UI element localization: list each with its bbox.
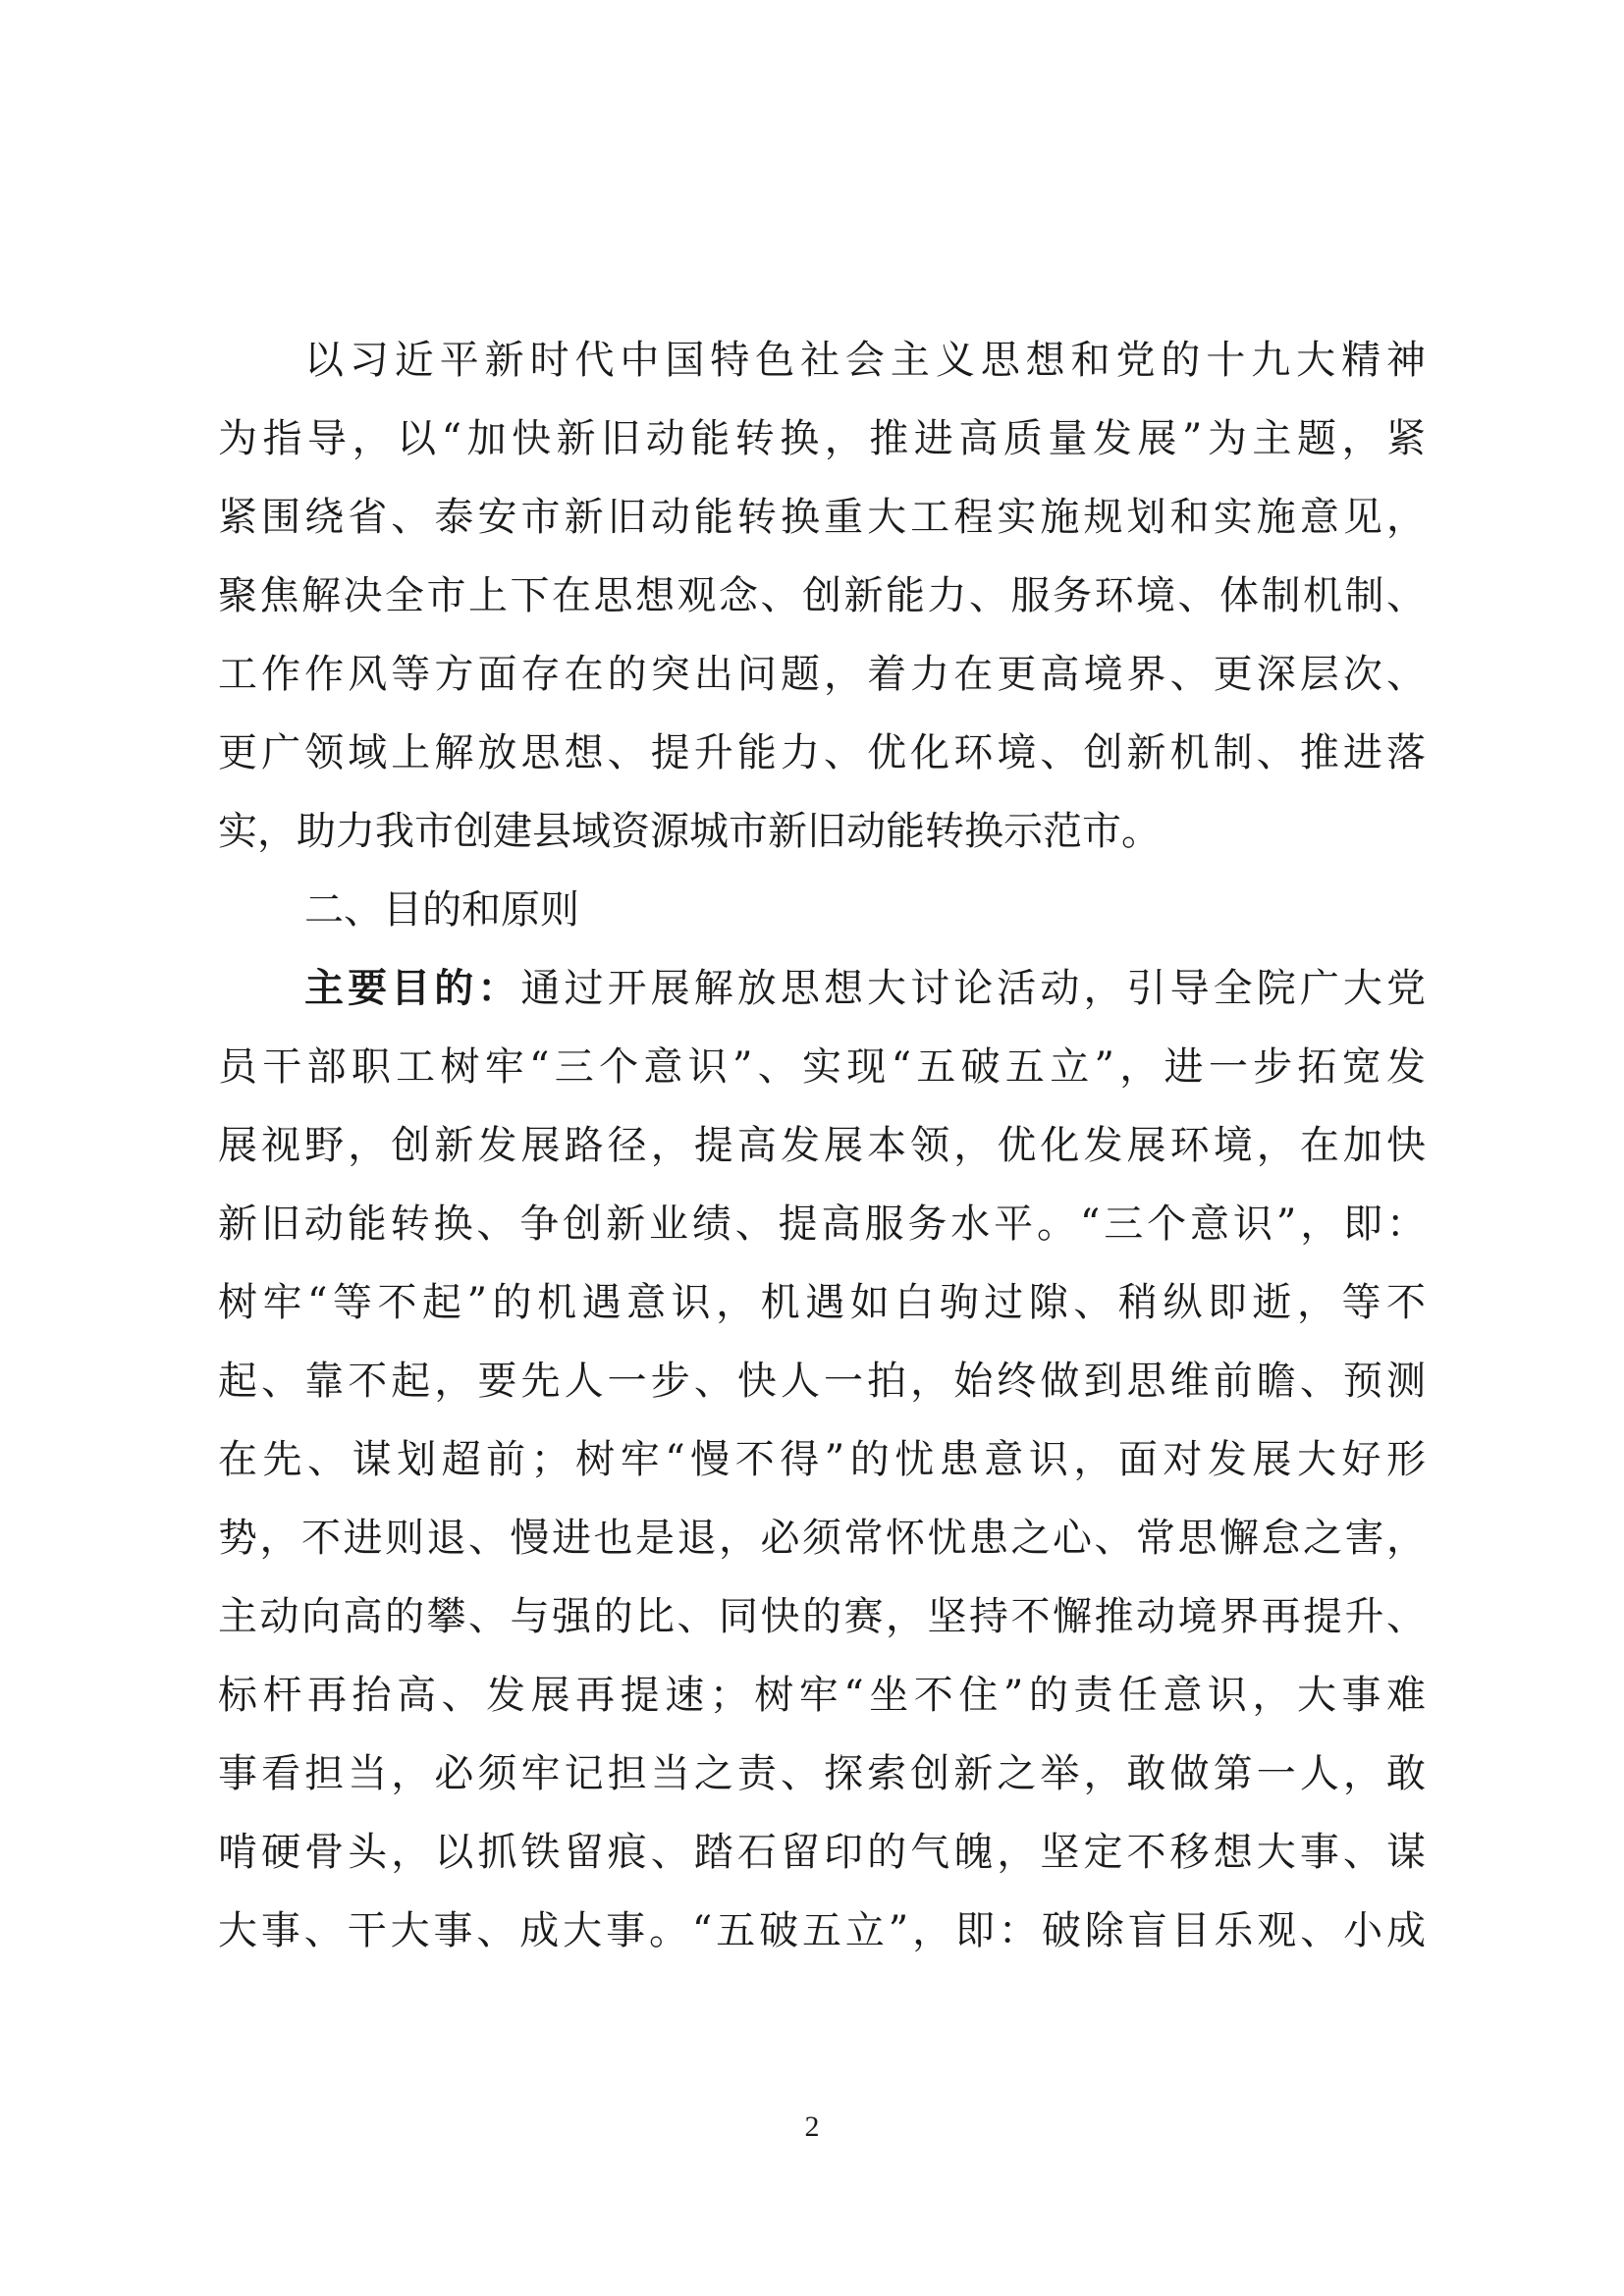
paragraph-first-line — [304, 949, 1426, 1028]
paragraph-first-line-text: 通过开展解放思想大讨论活动，引导全院广大党 — [520, 966, 1427, 1011]
paragraph-line: 啃硬骨头，以抓铁留痕、踏石留印的气魄，坚定不移想大事、谋 — [218, 1830, 1426, 1875]
paragraph-line: 为指导，以“加快新旧动能转换，推进高质量发展”为主题，紧 — [218, 416, 1426, 461]
paragraph-line: 树牢“等不起”的机遇意识，机遇如白驹过隙、稍纵即逝，等不 — [218, 1280, 1426, 1325]
paragraph-line: 事看担当，必须牢记担当之责、探索创新之举，敢做第一人，敢 — [218, 1751, 1426, 1796]
paragraph-line: 员干部职工树牢“三个意识”、实现“五破五立”，进一步拓宽发 — [218, 1044, 1426, 1090]
paragraph-line: 以习近平新时代中国特色社会主义思想和党的十九大精神 — [304, 338, 1426, 383]
paragraph-lead: 主要目的： — [304, 966, 521, 1011]
paragraph-line: 紧围绕省、泰安市新旧动能转换重大工程实施规划和实施意见， — [218, 495, 1426, 540]
section-heading: 二、目的和原则 — [304, 887, 579, 933]
paragraph-line: 展视野，创新发展路径，提高发展本领，优化发展环境，在加快 — [218, 1123, 1426, 1168]
paragraph-line: 工作作风等方面存在的突出问题，着力在更高境界、更深层次、 — [218, 652, 1426, 697]
paragraph-line: 大事、干大事、成大事。“五破五立”，即：破除盲目乐观、小成 — [218, 1908, 1426, 1953]
paragraph-line: 实，助力我市创建县域资源城市新旧动能转换示范市。 — [218, 809, 1161, 854]
paragraph-line: 在先、谋划超前；树牢“慢不得”的忧患意识，面对发展大好形 — [218, 1437, 1426, 1482]
paragraph-line: 势，不进则退、慢进也是退，必须常怀忧患之心、常思懈怠之害， — [218, 1516, 1426, 1561]
paragraph-line: 更广领域上解放思想、提升能力、优化环境、创新机制、推进落 — [218, 730, 1426, 775]
paragraph-line: 聚焦解决全市上下在思想观念、创新能力、服务环境、体制机制、 — [218, 573, 1426, 618]
page-number: 2 — [804, 2110, 820, 2143]
paragraph-line: 主动向高的攀、与强的比、同快的赛，坚持不懈推动境界再提升、 — [218, 1594, 1426, 1639]
paragraph-line: 标杆再抬高、发展再提速；树牢“坐不住”的责任意识，大事难 — [218, 1673, 1426, 1718]
paragraph-line: 新旧动能转换、争创新业绩、提高服务水平。“三个意识”，即： — [218, 1201, 1426, 1247]
paragraph-line: 起、靠不起，要先人一步、快人一拍，始终做到思维前瞻、预测 — [218, 1359, 1426, 1404]
